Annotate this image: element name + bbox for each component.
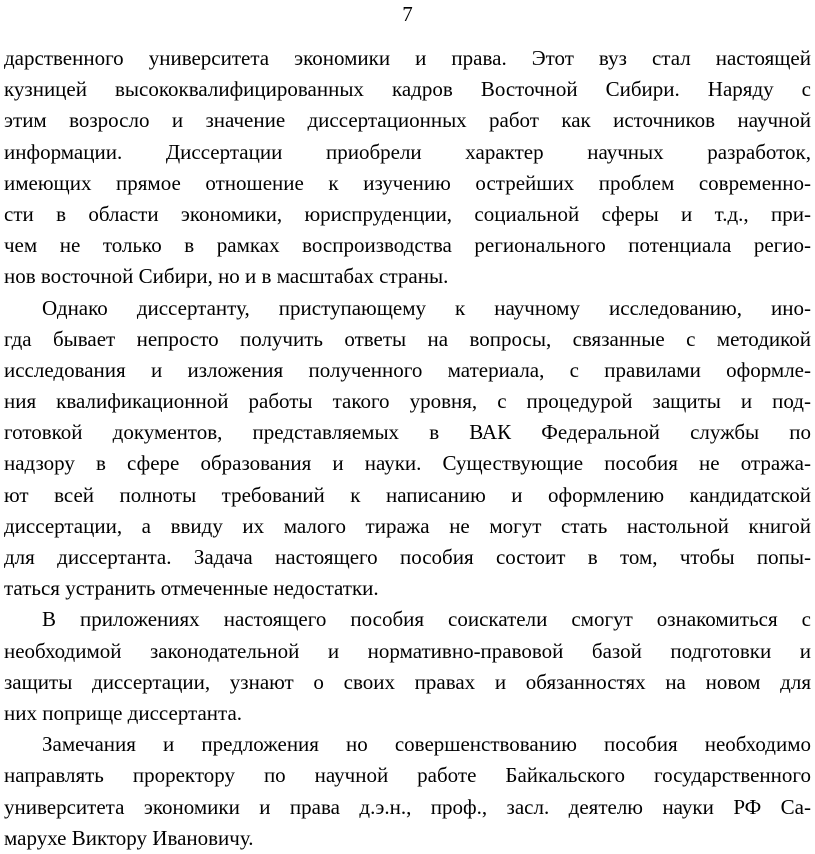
text-line: дарственного университета экономики и права. Этот вуз стал настоящей (4, 46, 811, 70)
text-line: кузницей высококвалифицированных кадров Восточной Сибири. Наряду с (4, 77, 811, 102)
text-line: готовкой документов, представляемых в ВАК Федеральной службы по (4, 420, 811, 445)
text-line: ют всей полноты требований к написанию и оформлению кандидатской (4, 482, 811, 507)
text-line: имеющих прямое отношение к изучению острейших проблем современно- (4, 170, 811, 195)
text-line: направлять проректору по научной работе Байкальского государственного (4, 763, 811, 788)
paragraph-3 (4, 604, 811, 729)
text-line: этим возросло и значение диссертационных работ как источников научной (4, 108, 811, 133)
text-line: диссертации, а ввиду их малого тиража не могут стать настольной книгой (4, 513, 811, 538)
text-line: необходимой законодательной и нормативно-правовой базой подготовки и (4, 638, 811, 663)
paragraph-2 (4, 293, 811, 605)
text-line: университета экономики и права д.э.н., проф., засл. деятелю науки РФ Са- (4, 794, 811, 819)
paragraph-4 (4, 729, 811, 854)
body-text (4, 43, 811, 854)
text-line: гда бывает непросто получить ответы на вопросы, связанные с методикой (4, 326, 811, 351)
page-number: 7 (402, 2, 413, 26)
text-line: марухе Виктору Ивановичу. (4, 825, 254, 850)
text-line: них поприще диссертанта. (4, 700, 243, 725)
text-line: Однако диссертанту, приступающему к научному исследованию, ино- (42, 295, 811, 320)
text-line: защиты диссертации, узнают о своих правах и обязанностях на новом для (4, 669, 811, 694)
text-line: нов восточной Сибири, но и в масштабах страны. (4, 264, 449, 289)
text-line: чем не только в рамках воспроизводства регионального потенциала регио- (4, 233, 811, 258)
text-line: таться устранить отмеченные недостатки. (4, 576, 379, 601)
text-line: исследования и изложения полученного материала, с правилами оформле- (4, 357, 811, 382)
text-line: В приложениях настоящего пособия соискатели смогут ознакомиться с (42, 607, 811, 632)
text-line: для диссертанта. Задача настоящего пособия состоит в том, чтобы попы- (4, 545, 811, 569)
paragraph-1 (4, 43, 811, 293)
text-line: Замечания и предложения но совершенствованию пособия необходимо (42, 732, 811, 757)
text-line: информации. Диссертации приобрели характер научных разработок, (4, 139, 811, 164)
text-line: сти в области экономики, юриспруденции, социальной сферы и т.д., при- (4, 201, 811, 226)
text-line: надзору в сфере образования и науки. Существующие пособия не отража- (4, 451, 811, 476)
text-line: ния квалификационной работы такого уровня, с процедурой защиты и под- (4, 389, 811, 414)
